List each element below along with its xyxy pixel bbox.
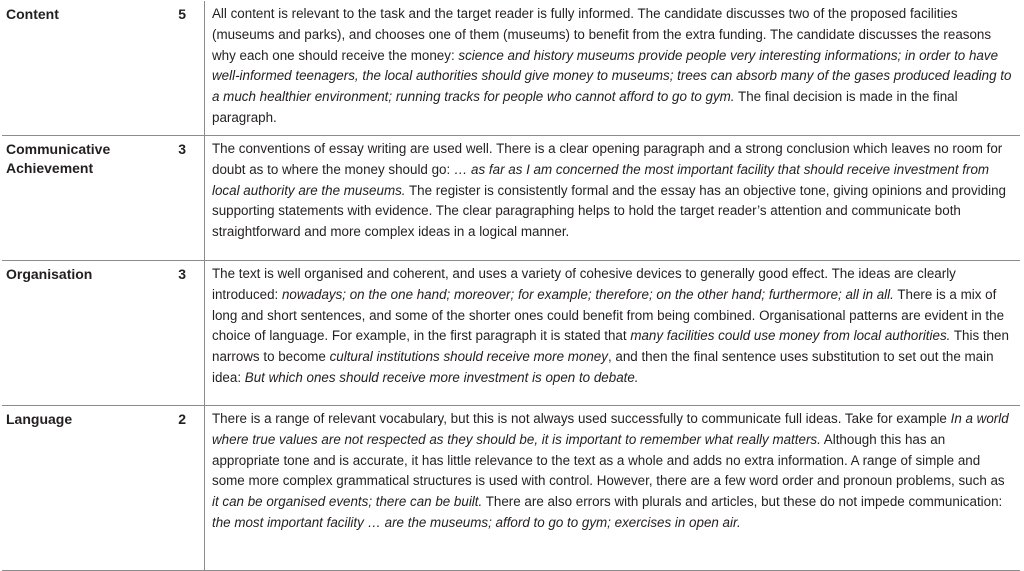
quoted-example: In a world where true values are not respected as they should be, it is important to remember what really matters. xyxy=(212,411,1009,447)
criterion-comment xyxy=(205,261,1021,406)
table-row xyxy=(2,406,1020,571)
quoted-example: cultural institutions should receive more money xyxy=(329,349,608,365)
assessment-table xyxy=(2,1,1020,571)
criterion-score: 5 xyxy=(134,1,205,136)
comment-text: , and then the final sentence uses substitution to set out the main idea: xyxy=(212,349,994,385)
criterion-name: Content xyxy=(2,1,134,136)
criterion-score: 3 xyxy=(134,136,205,261)
quoted-example: But which ones should receive more investment is open to debate. xyxy=(244,369,639,385)
quoted-example: many facilities could use money from local authorities. xyxy=(630,328,951,344)
quoted-example: it can be organised events; there can be built. xyxy=(212,494,483,510)
table-row xyxy=(2,261,1020,406)
quoted-example: nowadays; on the one hand; moreover; for example; therefore; on the other hand; furthermore; all in all. xyxy=(281,286,894,302)
criterion-comment xyxy=(205,136,1021,261)
criterion-name: Communicative Achievement xyxy=(2,136,134,261)
comment-text: Although this has an appropriate tone and is accurate, it has little relevance to the text as a whole and adds no extra information. A range of simple and some more complex grammatical structures is used with control. However, there are a few word order and pronoun problems, such as xyxy=(212,431,1005,489)
table-row xyxy=(2,136,1020,261)
comment-text: There is a range of relevant vocabulary, but this is not always used successfully to communicate full ideas. Take for example xyxy=(212,411,951,426)
criterion-score: 3 xyxy=(134,261,205,406)
criterion-comment xyxy=(205,1,1021,136)
comment-text: There is a mix of long and short sentences, and some of the shorter ones could benefit from being combined. Organisational patterns are evident in the choice of language. For example, in the first paragraph it is stated that xyxy=(212,286,1005,344)
comment-text: All content is relevant to the task and the target reader is fully informed. The candidate discusses two of the proposed facilities (museums and parks), and chooses one of them (museums) to benefit from the extra funding. The candidate discusses the reasons why each one should receive the money: xyxy=(212,6,992,63)
comment-text: This then narrows to become xyxy=(212,328,1009,365)
quoted-example: science and history museums provide people very interesting informations; in order to have well-informed teenagers, the local authorities should give money to museums; trees can absorb many of the gases produced leading to a much healthier environment; running tracks for people who cannot afford to go to gym. xyxy=(212,47,1012,105)
comment-text: There are also errors with plurals and articles, but these do not impede communication: xyxy=(482,494,1003,510)
quoted-example: … as far as I am concerned the most important facility that should receive investment from local authority are the museums. xyxy=(212,161,990,198)
table-row xyxy=(2,1,1020,136)
criterion-score: 2 xyxy=(134,406,205,571)
comment-text: The register is consistently formal and the essay has an objective tone, giving opinions and providing supporting statements with evidence. The clear paragraphing helps to hold the target reader’s attention and communicate both straightforward and more complex ideas in a logical manner. xyxy=(212,182,1006,240)
criterion-comment xyxy=(205,406,1021,571)
comment-text: The final decision is made in the final paragraph. xyxy=(212,89,958,125)
criterion-name: Organisation xyxy=(2,261,134,406)
quoted-example: the most important facility … are the museums; afford to go to gym; exercises in open air. xyxy=(212,514,741,530)
comment-text: The text is well organised and coherent, and uses a variety of cohesive devices to generally good effect. The ideas are clearly introduced: xyxy=(212,266,956,302)
comment-text: The conventions of essay writing are used well. There is a clear opening paragraph and a strong conclusion which leaves no room for doubt as to where the money should go: xyxy=(212,141,1003,177)
criterion-name: Language xyxy=(2,406,134,571)
